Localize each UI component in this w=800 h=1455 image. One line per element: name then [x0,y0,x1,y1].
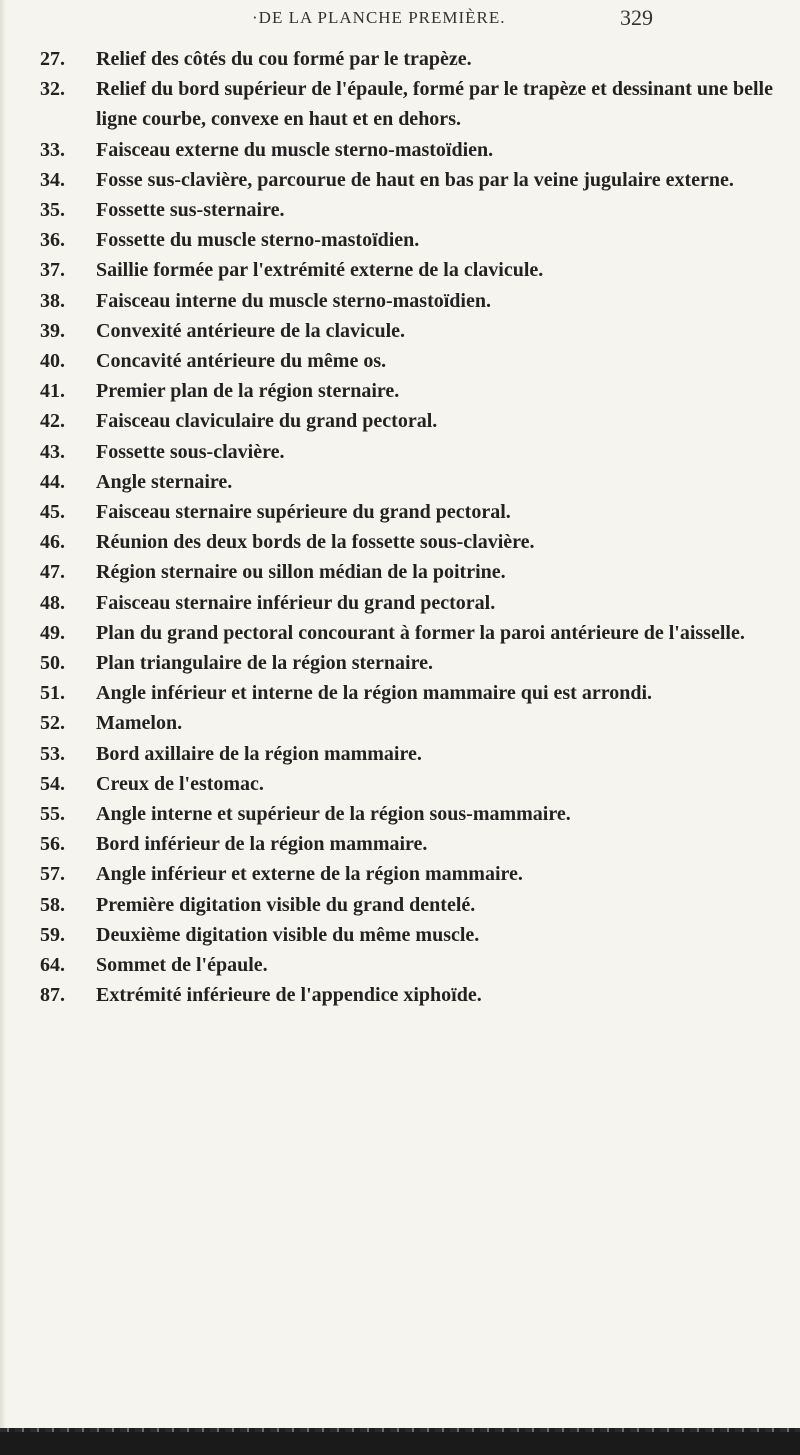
legend-entry [40,588,780,618]
legend-entry [40,859,780,889]
legend-entry-text: Bord inférieur de la région mammaire. [96,833,428,856]
legend-entry-text: Faisceau claviculaire du grand pectoral. [96,410,438,433]
legend-entry [40,769,780,799]
legend-entry-number: 32. [40,78,65,101]
legend-entry-text: Fossette sus-sternaire. [96,199,285,222]
legend-entry-text: Mamelon. [96,712,183,735]
legend-entry-text: Réunion des deux bords de la fossette sous-clavière. [96,531,535,554]
legend-entry [40,678,780,708]
legend-entry-number: 37. [40,259,65,282]
legend-entry [40,135,780,165]
scan-bottom-border [0,1432,800,1455]
legend-entry [40,255,780,285]
legend-entry [40,44,780,74]
legend-entry-text: Creux de l'estomac. [96,772,264,795]
legend-entry-number: 46. [40,531,65,554]
legend-entry-number: 27. [40,48,65,70]
legend-entry [40,648,780,678]
legend-entry-text: Première digitation visible du grand dentelé. [96,893,476,916]
legend-entry [40,890,780,920]
legend-entry-text: Fossette sous-clavière. [96,440,285,463]
legend-entry-number: 41. [40,380,65,403]
legend-entry-number: 49. [40,621,65,644]
legend-entry-number: 36. [40,229,65,252]
legend-entry-text: Angle inférieur et interne de la région mammaire qui est arrondi. [96,682,653,705]
legend-entry [40,829,780,859]
legend-entry [40,165,780,195]
legend-entry [40,497,780,527]
legend-entry [40,739,780,769]
legend-entry-number: 42. [40,410,65,433]
legend-entry-number: 52. [40,712,65,735]
legend-entry-number: 39. [40,319,65,342]
legend-entry-text: Faisceau sternaire supérieure du grand pectoral. [96,501,511,524]
legend-entry-text: Concavité antérieure du même os. [96,350,387,373]
legend-entry [40,376,780,406]
legend-entry-text: Faisceau interne du muscle sterno-mastoïdien. [96,289,491,312]
legend-entry-text: Saillie formée par l'extrémité externe de la clavicule. [96,259,544,282]
legend-entry-number: 38. [40,289,65,312]
legend-entry-number: 56. [40,833,65,856]
legend-entry-text: Premier plan de la région sternaire. [96,380,400,403]
legend-entry-number: 87. [40,984,65,1007]
legend-entry [40,406,780,436]
legend-entry-number: 58. [40,893,65,916]
legend-entry-text: Bord axillaire de la région mammaire. [96,742,422,765]
legend-entry-text: Angle sternaire. [96,470,233,493]
legend-entry-number: 44. [40,470,65,493]
legend-entry [40,346,780,376]
legend-entry-text: Angle inférieur et externe de la région mammaire. [96,863,523,886]
legend-entry [40,980,780,1010]
legend-entry [40,195,780,225]
legend-entry-text: Fosse sus-clavière, parcourue de haut en bas par la veine jugulaire externe. [96,168,734,191]
legend-entry [40,467,780,497]
legend-entry-number: 55. [40,803,65,826]
legend-entry-text: Deuxième digitation visible du même muscle. [96,923,480,946]
legend-entry [40,286,780,316]
figure-legend-list [40,44,780,1011]
legend-entry-text: Sommet de l'épaule. [96,954,268,977]
legend-entry-number: 57. [40,863,65,886]
running-title: ·DE LA PLANCHE PREMIÈRE. [252,8,506,27]
legend-entry-number: 43. [40,440,65,463]
legend-entry [40,920,780,950]
legend-entry-text: Plan triangulaire de la région sternaire. [96,652,434,675]
legend-entry [40,557,780,587]
legend-entry-text: Convexité antérieure de la clavicule. [96,319,406,342]
legend-entry [40,437,780,467]
legend-entry-text: Fossette du muscle sterno-mastoïdien. [96,229,420,252]
legend-entry-number: 54. [40,772,65,795]
legend-entry-text: Faisceau sternaire inférieur du grand pectoral. [96,591,496,614]
legend-entry-number: 51. [40,682,65,705]
legend-entry-number: 53. [40,742,65,765]
legend-entry-number: 33. [40,138,65,161]
legend-entry-text: Relief du bord supérieur de l'épaule, formé par le trapèze et dessinant une belle ligne courbe, convexe en haut et en dehors. [96,78,773,131]
legend-entry-number: 35. [40,199,65,222]
legend-entry [40,799,780,829]
legend-entry [40,225,780,255]
legend-entry [40,950,780,980]
legend-entry-number: 47. [40,561,65,584]
legend-entry-text: Région sternaire ou sillon médian de la poitrine. [96,561,506,584]
page-number: 329 [620,5,653,30]
legend-entry-number: 50. [40,652,65,675]
legend-entry-text: Angle interne et supérieur de la région sous-mammaire. [96,803,571,826]
legend-entry-number: 45. [40,501,65,524]
legend-entry-text: Plan du grand pectoral concourant à former la paroi antérieure de l'aisselle. [96,621,745,644]
legend-entry [40,316,780,346]
legend-entry [40,618,780,648]
legend-entry-number: 64. [40,954,65,977]
legend-entry-text: Faisceau externe du muscle sterno-mastoïdien. [96,138,494,161]
legend-entry [40,708,780,738]
page-header [0,5,800,38]
legend-entry [40,527,780,557]
legend-entry-text: Extrémité inférieure de l'appendice xiphoïde. [96,984,482,1007]
legend-entry-text: Relief des côtés du cou formé par le trapèze. [96,48,472,70]
legend-entry [40,74,780,134]
legend-entry-number: 40. [40,350,65,373]
legend-entry-number: 48. [40,591,65,614]
page-gutter [0,0,6,1455]
legend-entry-number: 34. [40,168,65,191]
legend-entry-number: 59. [40,923,65,946]
